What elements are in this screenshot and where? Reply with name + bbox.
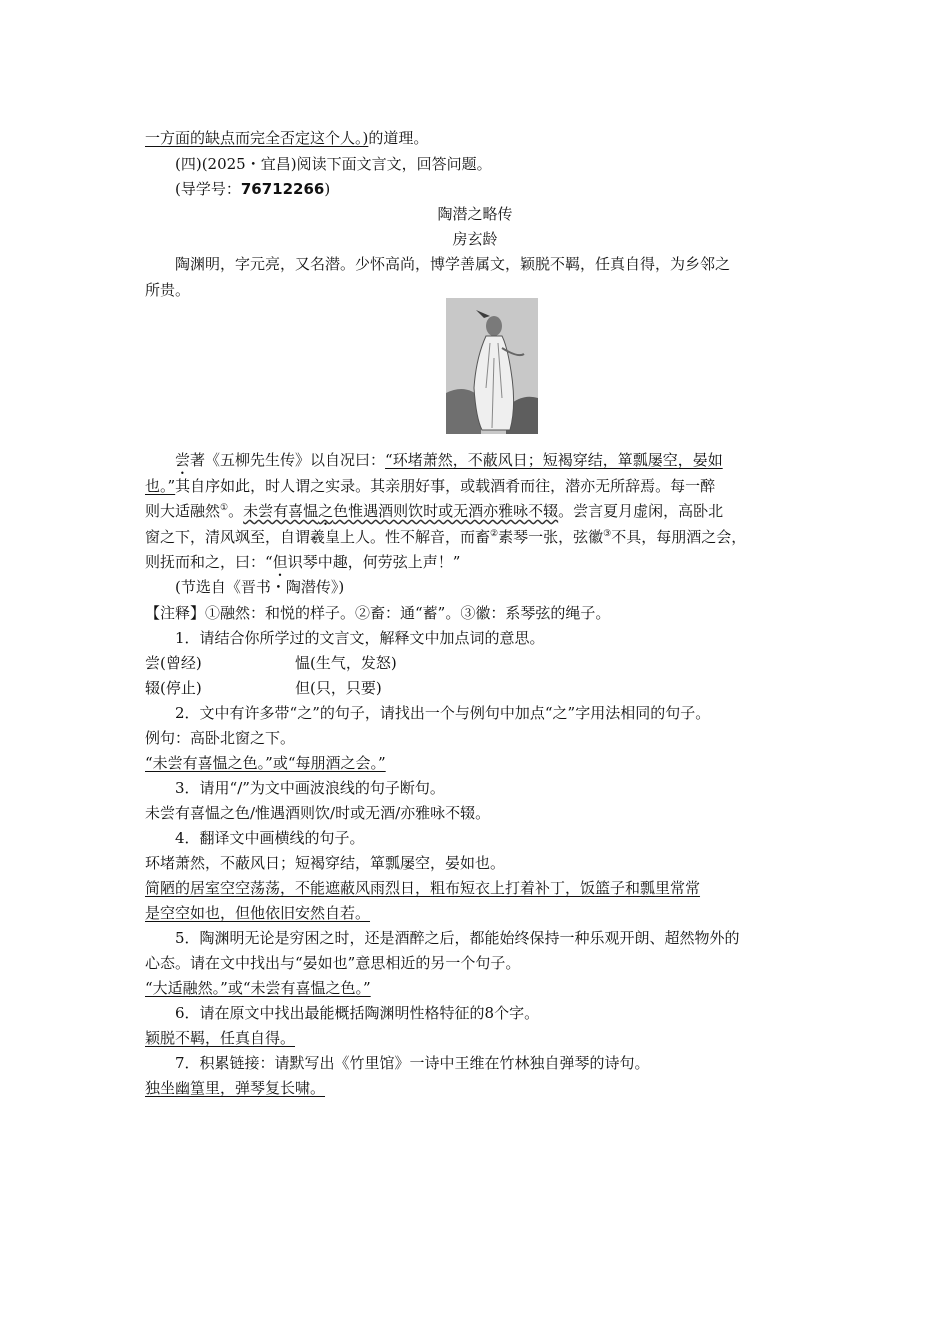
answer-chang: 尝(曾经) (145, 654, 202, 672)
question-2-answer (145, 753, 386, 773)
passage-p2-line2-text: 其自序如此，时人谓之实录。其亲朋好事，或载酒肴而往，潜亦无所辞焉。每一醉 (175, 477, 716, 495)
previous-answer-underlined: 一方面的缺点而完全否定这个人。) (145, 129, 369, 147)
guide-number: 76712266 (240, 180, 325, 198)
passage-p2-line1 (175, 450, 723, 478)
guide-number-line (175, 179, 330, 199)
wavy-part1: 未尝有喜愠 (243, 502, 319, 520)
question-2-answer-text: “未尝有喜愠之色。”或“每朋酒之会。” (145, 754, 386, 772)
passage-title: 陶潜之略传 (437, 205, 513, 223)
answer-chuo: 辍(停止) (145, 679, 202, 697)
guide-prefix: (导学号： (175, 180, 241, 198)
previous-answer-tail: 的道理。 (368, 129, 429, 147)
dotted-word-zhi: 之 (318, 502, 334, 520)
passage-p1-line1: 陶渊明，字元亮，又名潜。少怀高尚，博学善属文，颖脱不羁，任真自得，为乡邻之 (175, 255, 731, 273)
footnote-marker-3: ③ (603, 529, 612, 539)
question-7: 7．积累链接：请默写出《竹里馆》一诗中王维在竹林独自弹琴的诗句。 (175, 1054, 650, 1072)
passage-p2-line1-text: 著《五柳先生传》以自况曰： (190, 451, 386, 469)
wavy-sentence (243, 502, 558, 520)
question-5-answer-text: “大适融然。”或“未尝有喜愠之色。” (145, 979, 371, 997)
passage-p2-line5-tail: 识琴中趣，何劳弦上声！” (287, 553, 461, 571)
question-4-answer-line1 (145, 878, 700, 898)
passage-source: (节选自《晋书・陶潜传》) (175, 578, 345, 596)
footnote-marker-2: ② (490, 529, 499, 539)
question-2-example: 例句：高卧北窗之下。 (145, 729, 296, 747)
passage-p2-line3-text: 则大适融然 (145, 502, 221, 520)
passage-p2-line3-period: 。 (228, 502, 244, 520)
question-7-answer-text: 独坐幽篁里，弹琴复长啸。 (145, 1079, 326, 1097)
question-3-answer: 未尝有喜愠之色/惟遇酒则饮/时或无酒/亦雅咏不辍。 (145, 804, 491, 822)
dotted-word-chang: 尝 (175, 451, 191, 469)
passage-p2-line4-mid: 素琴一张，弦徽 (498, 528, 604, 546)
portrait-illustration (446, 298, 538, 434)
answer-dan: 但(只，只要) (295, 679, 382, 697)
question-2: 2．文中有许多带“之”的句子，请找出一个与例句中加点“之”字用法相同的句子。 (175, 704, 711, 722)
question-4-answer-line2 (145, 903, 370, 923)
question-4: 4．翻译文中画横线的句子。 (175, 829, 365, 847)
underlined-sentence-part1: “环堵萧然，不蔽风日；短褐穿结，箪瓢屡空，晏如 (385, 451, 723, 469)
passage-notes: 【注释】①融然：和悦的样子。②畜：通“蓄”。③徽：系琴弦的绳子。 (145, 604, 611, 622)
passage-p2-line4-text: 窗之下，清风飒至，自谓羲皇上人。性不解音，而畜 (145, 528, 491, 546)
question-3: 3．请用“/”为文中画波浪线的句子断句。 (175, 779, 445, 797)
passage-p1-line2: 所贵。 (145, 281, 191, 299)
passage-p2-line2 (145, 476, 715, 496)
guide-suffix: ) (324, 180, 331, 198)
question-1-answers-row2 (145, 678, 382, 698)
question-4-answer-text2: 是空空如也，但他依旧安然自若。 (145, 904, 371, 922)
question-6: 6．请在原文中找出最能概括陶渊明性格特征的8个字。 (175, 1004, 540, 1022)
passage-p2-line3 (145, 501, 723, 529)
question-1-answers-row1 (145, 653, 397, 673)
question-4-answer-text1: 简陋的居室空空荡荡，不能遮蔽风雨烈日，粗布短衣上打着补丁，饭篮子和瓢里常常 (145, 879, 701, 897)
passage-p2-line5-text: 则抚而和之，曰：“ (145, 553, 273, 571)
passage-p2-line4 (145, 527, 746, 547)
question-5-line1: 5．陶渊明无论是穷困之时，还是酒醉之后，都能始终保持一种乐观开朗、超然物外的 (175, 929, 740, 947)
passage-p2-line5 (145, 552, 460, 580)
footnote-marker-1: ① (220, 503, 229, 513)
question-5-answer (145, 978, 371, 998)
dotted-word-dan: 但 (272, 553, 288, 571)
underlined-sentence-part2: 也。” (145, 477, 176, 495)
section-intro: (四)(2025・宜昌)阅读下面文言文，回答问题。 (175, 155, 492, 173)
passage-p2-line4-tail: 不具，每朋酒之会， (611, 528, 747, 546)
passage-p2-line3-tail: 。尝言夏月虚闲，高卧北 (558, 502, 724, 520)
previous-answer-line (145, 128, 428, 148)
question-6-answer-text: 颖脱不羁，任真自得。 (145, 1029, 296, 1047)
question-6-answer (145, 1028, 295, 1048)
question-4-sentence: 环堵萧然，不蔽风日；短褐穿结，箪瓢屡空，晏如也。 (145, 854, 506, 872)
question-5-line2: 心态。请在文中找出与“晏如也”意思相近的另一个句子。 (145, 954, 521, 972)
answer-yun: 愠(生气，发怒) (295, 654, 397, 672)
question-7-answer (145, 1078, 325, 1098)
passage-author: 房玄龄 (452, 230, 498, 248)
question-1: 1．请结合你所学过的文言文，解释文中加点词的意思。 (175, 629, 545, 647)
wavy-part2: 色惟遇酒则饮时或无酒亦雅咏不辍 (333, 502, 559, 520)
portrait-image (446, 298, 538, 434)
